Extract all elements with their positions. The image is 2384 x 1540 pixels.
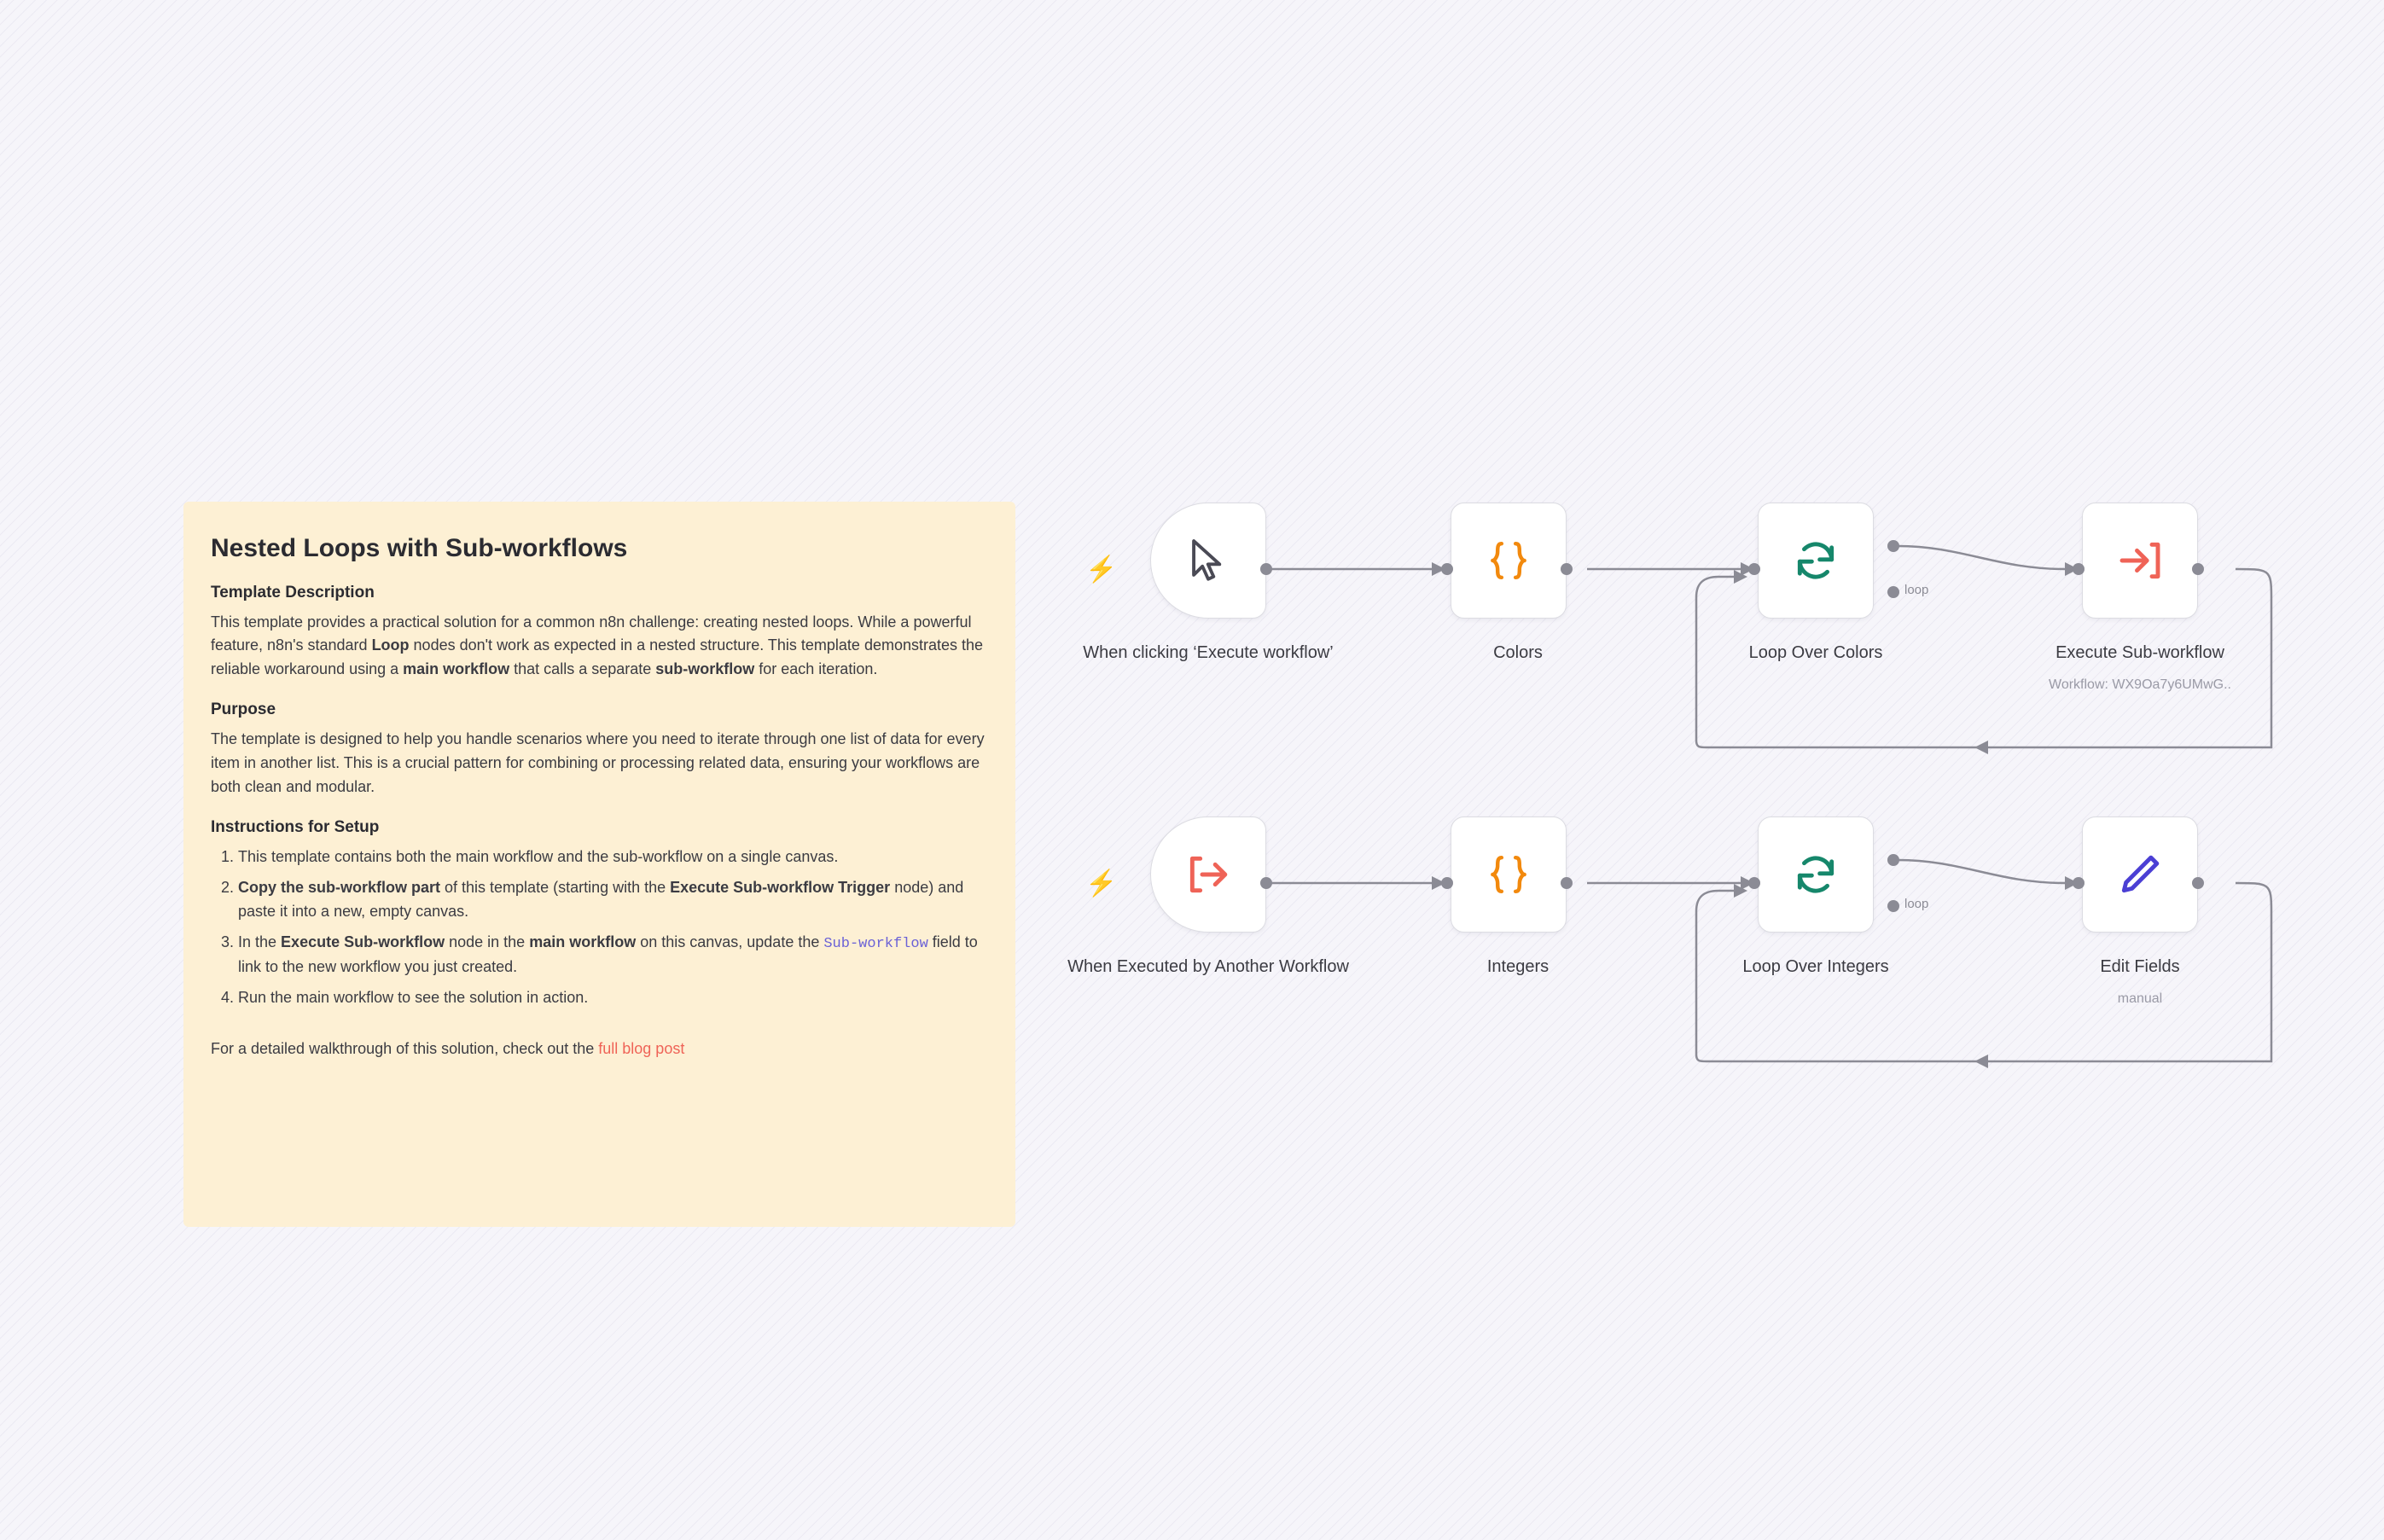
port-output-done-loop-over-colors[interactable] bbox=[1887, 540, 1899, 552]
port-output-trigger-top[interactable] bbox=[1260, 563, 1272, 575]
desc-bold-sub-workflow: sub-workflow bbox=[655, 660, 755, 678]
desc-text-1: This template provides a practical solution for a common n8n challenge: creating nested loops. While a powerful feature, n8n's standard bbox=[211, 613, 972, 654]
desc-bold-main-workflow: main workflow bbox=[403, 660, 510, 678]
cursor-pointer-icon bbox=[1151, 503, 1265, 618]
port-output-edit-fields[interactable] bbox=[2192, 877, 2204, 889]
node-when-executed-by-another-workflow[interactable] bbox=[1150, 816, 1266, 933]
port-output-done-loop-over-integers[interactable] bbox=[1887, 854, 1899, 866]
node-when-clicking-execute-workflow[interactable] bbox=[1150, 503, 1266, 619]
step-text-run: Execute Sub-workflow bbox=[281, 933, 445, 950]
node-sublabel-edit-fields: manual bbox=[2117, 991, 2163, 1006]
port-input-integers[interactable] bbox=[1441, 877, 1453, 889]
node-label-colors: Colors bbox=[1493, 643, 1543, 662]
step-text-run: on this canvas, update the bbox=[636, 933, 824, 950]
step-text-run: Execute Sub-workflow Trigger bbox=[670, 878, 891, 896]
code-braces-icon bbox=[1451, 503, 1566, 618]
desc-bold-loop: Loop bbox=[371, 636, 410, 654]
desc-text-2: nodes don't work as expected in a nested structure. This template demonstrates the reliable workaround using a bbox=[211, 636, 984, 678]
trigger-bolt-icon-bottom: ⚡ bbox=[1085, 869, 1118, 898]
desc-text-3: that calls a separate bbox=[509, 660, 656, 678]
port-output-execute-sub-workflow[interactable] bbox=[2192, 563, 2204, 575]
node-colors[interactable] bbox=[1451, 503, 1567, 619]
bracket-arrow-out-icon bbox=[1151, 817, 1265, 932]
loop-refresh-icon bbox=[1759, 817, 1873, 932]
arrow-into-bracket-icon bbox=[2083, 503, 2197, 618]
step-text-run: node) and paste it into a new, empty canvas. bbox=[238, 878, 964, 920]
edge-label-loop-top: loop bbox=[1904, 583, 1929, 597]
node-execute-sub-workflow[interactable] bbox=[2082, 503, 2198, 619]
node-loop-over-colors[interactable] bbox=[1758, 503, 1874, 619]
note-section-body-purpose: The template is designed to help you handle scenarios where you need to iterate through one list of data for every item in another list. This is a crucial pattern for combining or processing related data, ensuring your workflows are both clean and modular. bbox=[211, 730, 985, 795]
node-label-loop-over-integers: Loop Over Integers bbox=[1742, 957, 1889, 976]
step-text-run: Copy the sub-workflow part bbox=[238, 878, 441, 896]
step-text-run: field to link to the new workflow you just created. bbox=[238, 933, 978, 975]
step-text-run: main workflow bbox=[529, 933, 637, 950]
closing-text: For a detailed walkthrough of this solution, check out the bbox=[211, 1039, 599, 1057]
node-edit-fields[interactable] bbox=[2082, 816, 2198, 933]
node-label-execute-sub-workflow: Execute Sub-workflow bbox=[2055, 643, 2224, 662]
pencil-icon bbox=[2083, 817, 2197, 932]
node-label-loop-over-colors: Loop Over Colors bbox=[1748, 643, 1883, 662]
note-section-heading-instructions: Instructions for Setup bbox=[211, 817, 380, 836]
port-output-loop-loop-over-integers[interactable] bbox=[1887, 900, 1899, 912]
loop-refresh-icon bbox=[1759, 503, 1873, 618]
port-output-trigger-bottom[interactable] bbox=[1260, 877, 1272, 889]
port-input-edit-fields[interactable] bbox=[2073, 877, 2085, 889]
full-blog-post-link[interactable]: full blog post bbox=[598, 1039, 685, 1057]
edge-label-loop-bottom: loop bbox=[1904, 897, 1929, 911]
node-sublabel-execute-sub-workflow: Workflow: WX9Oa7y6UMwG.. bbox=[2049, 677, 2231, 692]
port-output-loop-loop-over-colors[interactable] bbox=[1887, 586, 1899, 598]
step-text-run: This template contains both the main workflow and the sub-workflow on a single canvas. bbox=[238, 847, 839, 865]
node-label-integers: Integers bbox=[1486, 957, 1550, 976]
port-input-colors[interactable] bbox=[1441, 563, 1453, 575]
port-input-loop-over-integers[interactable] bbox=[1748, 877, 1760, 889]
code-braces-icon bbox=[1451, 817, 1566, 932]
trigger-bolt-icon-top: ⚡ bbox=[1085, 555, 1118, 584]
step-text-run: Run the main workflow to see the solution in action. bbox=[238, 988, 589, 1006]
port-input-loop-over-colors[interactable] bbox=[1748, 563, 1760, 575]
port-output-colors[interactable] bbox=[1561, 563, 1573, 575]
node-integers[interactable] bbox=[1451, 816, 1567, 933]
node-loop-over-integers[interactable] bbox=[1758, 816, 1874, 933]
step-text-run: of this template (starting with the bbox=[440, 878, 671, 896]
port-output-integers[interactable] bbox=[1561, 877, 1573, 889]
note-section-heading-purpose: Purpose bbox=[211, 700, 276, 719]
desc-text-4: for each iteration. bbox=[754, 660, 878, 678]
node-label-when-clicking-execute-workflow: When clicking ‘Execute workflow’ bbox=[1083, 643, 1334, 662]
note-section-heading-description: Template Description bbox=[211, 583, 375, 601]
note-title: Nested Loops with Sub-workflows bbox=[211, 534, 628, 562]
step-text-run: Sub-workflow bbox=[823, 935, 928, 952]
port-input-execute-sub-workflow[interactable] bbox=[2073, 563, 2085, 575]
step-text-run: node in the bbox=[445, 933, 530, 950]
node-label-when-executed-by-another-workflow: When Executed by Another Workflow bbox=[1067, 957, 1349, 976]
node-label-edit-fields: Edit Fields bbox=[2100, 957, 2180, 976]
step-text-run: In the bbox=[238, 933, 282, 950]
